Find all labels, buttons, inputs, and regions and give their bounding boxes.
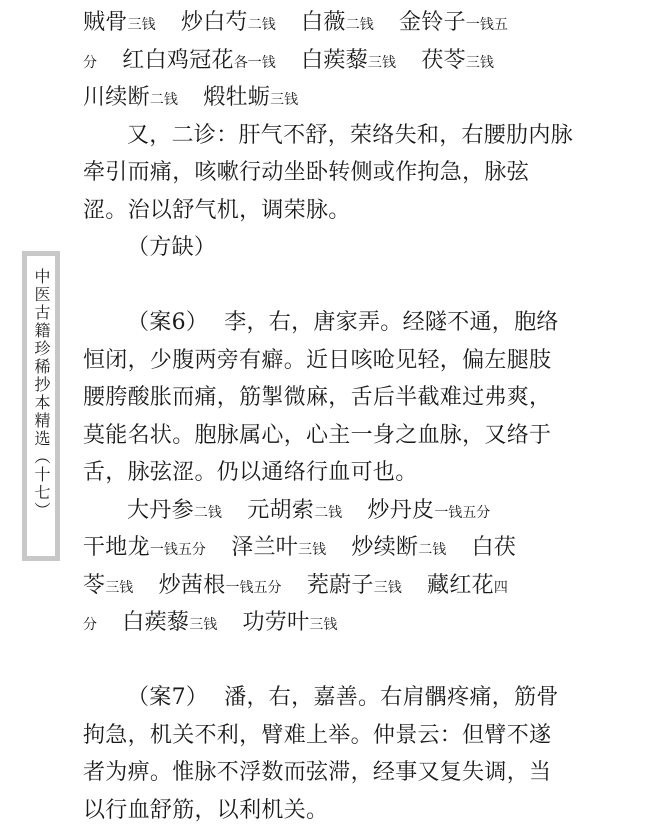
herb-name: 金铃子 [399, 10, 466, 35]
case-7-text: 潘，右，嘉善。右肩髃疼痛，筋骨 [224, 685, 559, 710]
case-6-text-line: 舌，脉弦涩。仍以通络行血可也。 [83, 454, 575, 492]
herb-list-line [83, 4, 575, 42]
herb-name: 泽兰叶 [231, 535, 298, 560]
herb-name: 茯苓 [421, 48, 466, 73]
herb-item [159, 567, 282, 608]
herb-dose: 二钱 [194, 505, 222, 521]
herb-name: 炒白芍 [181, 10, 248, 35]
herb-item [122, 42, 276, 83]
case-6-herb-line [83, 492, 575, 530]
paragraph-gap [83, 267, 575, 305]
case-7-text-line: 拘急，机关不利，臂难上举。仲景云：但臂不遂 [83, 717, 575, 755]
herb-item [181, 4, 276, 45]
herb-name: 川续断 [83, 85, 150, 110]
prescription-missing-note: （方缺） [83, 229, 575, 267]
herb-dose: 三钱 [298, 542, 326, 558]
case-6-text-line: 莫能名状。胞脉属心，心主一身之血脉，又络于 [83, 417, 575, 455]
case-7-label: （案7） [127, 685, 208, 710]
case-6-text-line [83, 304, 575, 342]
herb-dose: 一钱五分 [150, 542, 206, 558]
herb-item [367, 492, 490, 533]
case-6-herb-line [83, 567, 575, 605]
case-7-text-line [83, 679, 575, 717]
herb-item [83, 79, 178, 120]
herb-dose: 三钱 [309, 617, 337, 633]
herb-dose: 二钱 [150, 92, 178, 108]
second-visit-text-line: 牵引而痛，咳嗽行动坐卧转侧或作拘急，脉弦 [83, 154, 575, 192]
page-content [83, 4, 575, 829]
herb-dose: 二钱 [248, 17, 276, 33]
herb-item [472, 529, 517, 567]
herb-dose: 三钱 [374, 580, 402, 596]
herb-dose: 一钱五 [466, 17, 508, 33]
herb-dose: 三钱 [270, 92, 298, 108]
herb-dose: 三钱 [105, 580, 133, 596]
herb-dose: 二钱 [418, 542, 446, 558]
case-6-text: 李，右，唐家弄。经隧不通，胞络 [224, 310, 559, 335]
herb-dose: 二钱 [346, 17, 374, 33]
herb-name: 白蒺藜 [122, 610, 189, 635]
herb-item [427, 567, 508, 608]
herb-item [122, 604, 217, 645]
case-6-text-line: 腰胯酸胀而痛，筋掣微麻，舌后半截难过弗爽， [83, 379, 575, 417]
second-visit-text-line: 涩。治以舒气机，调荣脉。 [83, 192, 575, 230]
herb-item [307, 567, 402, 608]
herb-dose: 四 [494, 580, 508, 596]
herb-item [247, 492, 342, 533]
herb-name: 贼骨 [83, 10, 128, 35]
herb-dose-continuation: 分 [83, 607, 97, 645]
case-6-label: （案6） [127, 310, 208, 335]
herb-item [83, 567, 133, 608]
paragraph-gap [83, 642, 575, 680]
herb-name: 白蒺藜 [301, 48, 368, 73]
case-7-text-line: 者为痹。惟脉不浮数而弦滞，经事又复失调，当 [83, 754, 575, 792]
book-title-tab-inner [27, 256, 55, 556]
herb-dose: 三钱 [368, 55, 396, 71]
herb-item [421, 42, 494, 83]
herb-name: 炒续断 [351, 535, 418, 560]
herb-item [83, 529, 206, 570]
herb-dose: 各一钱 [234, 55, 276, 71]
herb-name: 白薇 [301, 10, 346, 35]
herb-name: 白茯 [472, 535, 517, 560]
herb-name: 元胡索 [247, 498, 314, 523]
herb-item [127, 492, 222, 533]
case-6-herb-line [83, 604, 575, 642]
herb-item [301, 42, 396, 83]
herb-name: 红白鸡冠花 [122, 48, 234, 73]
herb-item [231, 529, 326, 570]
herb-item [83, 4, 156, 45]
herb-item [351, 529, 446, 570]
herb-item [301, 4, 374, 45]
herb-name: 炒丹皮 [367, 498, 434, 523]
herb-list-line [83, 42, 575, 80]
book-title-label: 中医古籍珍稀抄本精选（十七） [33, 268, 49, 520]
herb-name: 干地龙 [83, 535, 150, 560]
herb-dose: 三钱 [466, 55, 494, 71]
herb-name: 功劳叶 [243, 610, 310, 635]
herb-name: 藏红花 [427, 573, 494, 598]
herb-dose: 一钱五分 [434, 505, 490, 521]
herb-item [203, 79, 298, 120]
herb-list-line [83, 79, 575, 117]
herb-dose-continuation: 分 [83, 45, 97, 83]
herb-dose: 一钱五分 [226, 580, 282, 596]
herb-dose: 三钱 [128, 17, 156, 33]
case-7-text-line: 以行血舒筋，以利机关。 [83, 792, 575, 829]
herb-name-continuation: 苓 [83, 573, 105, 598]
herb-name: 大丹参 [127, 498, 194, 523]
herb-name: 茺蔚子 [307, 573, 374, 598]
herb-item [243, 604, 338, 645]
herb-dose: 二钱 [314, 505, 342, 521]
book-title-tab [22, 251, 60, 561]
herb-name: 煅牡蛎 [203, 85, 270, 110]
second-visit-text-line: 又，二诊：肝气不舒，荣络失和，右腰肋内脉 [83, 117, 575, 155]
case-6-herb-line [83, 529, 575, 567]
herb-dose: 三钱 [189, 617, 217, 633]
herb-name: 炒茜根 [159, 573, 226, 598]
herb-item [399, 4, 508, 45]
case-6-text-line: 恒闭，少腹两旁有癖。近日咳呛见轻，偏左腿肢 [83, 342, 575, 380]
